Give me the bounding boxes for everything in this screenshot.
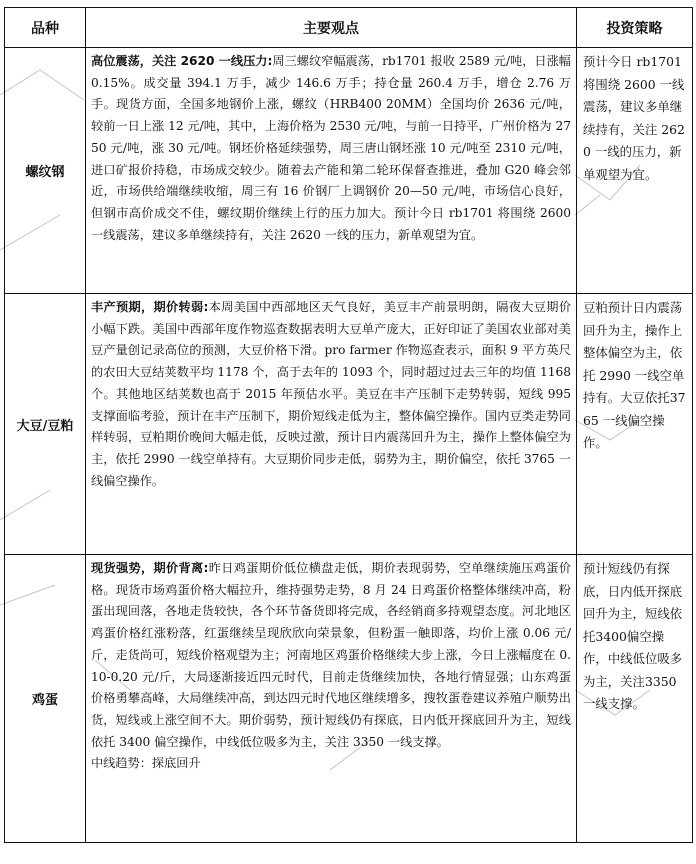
research-table [4,7,693,843]
strategy-cell: 预计今日 rb1701 将围绕 2600 一线震荡，建议多单继续持有，关注 2620 一线的压力，新单观望为宜。 [577,48,693,294]
variety-cell: 鸡蛋 [5,555,86,843]
variety-cell: 螺纹钢 [5,48,86,294]
header-variety: 品种 [5,8,86,48]
strategy-cell: 预计短线仍有探底，日内低开探底回升为主，短线依托3400偏空操作，中线低位吸多为主，关注3350一线支撑。 [577,555,693,843]
table-row [5,294,693,555]
view-headline: 现货强势，期价背离: [91,561,209,575]
view-headline: 高位震荡，关注 2620 一线压力: [91,54,273,68]
main-view-cell [86,48,577,294]
table-row [5,48,693,294]
header-main-view: 主要观点 [86,8,577,48]
header-row [5,8,693,48]
view-headline: 丰产预期，期价转弱: [91,300,209,314]
view-body: 昨日鸡蛋期价低位横盘走低，期价表现弱势，空单继续施压鸡蛋价格。现货市场鸡蛋价格大幅拉升，维持强势走势，8 月 24 日鸡蛋价格整体继续冲高，粉蛋出现回落，各地走货较快，各个环节备货即将完成，各经销商多持观望态度。河北地区鸡蛋价格红涨粉落，红蛋继续呈现欣欣向荣景象，但粉蛋一触即落，均价上涨 0.06 元/斤，走货尚可，短线价格观望为主；河南地区鸡蛋价格继续大步上涨，今日上涨幅度在 0.10-0.20 元/斤，大局逐渐接近四元时代，目前走货继续加快，各地行情显强；山东鸡蛋价格勇攀高峰，大局继续冲高，到达四元时代地区继续增多，搜牧蛋卷建议养殖户顺势出货，短线或上涨空间不大。期价弱势，预计短线仍有探底，日内低开探底回升为主，短线依托 3400 偏空操作，中线低位吸多为主，关注 3350 一线支撑。 [91,561,572,749]
variety-cell: 大豆/豆粕 [5,294,86,555]
main-view-cell [86,294,577,555]
main-view-cell [86,555,577,843]
table-row [5,555,693,843]
strategy-cell: 豆粕预计日内震荡回升为主，操作上整体偏空为主，依托 2990 一线空单持有。大豆依托3765 一线偏空操作。 [577,294,693,555]
view-body: 周三螺纹窄幅震荡，rb1701 报收 2589 元/吨，日涨幅 0.15%。成交量 394.1 万手，减少 146.6 万手；持仓量 260.4 万手，增仓 2.76 万手。现货方面，全国多地钢价上涨，螺纹（HRB400 20MM）全国均价 2636 元/吨，较前一日上涨 12 元/吨，其中，上海价格为 2530 元/吨，与前一日持平，广州价格为 2750 元/吨，涨 30 元/吨。钢坯价格延续强势，周三唐山钢坯涨 10 元/吨至 2310 元/吨，进口矿报价持稳，市场成交较少。随着去产能和第二轮环保督查推进，叠加 G20 峰会邻近，市场供给端继续收缩，周三有 16 价钢厂上调钢价 20—50 元/吨，市场信心良好，但钢市高价成交不佳，螺纹期价继续上行的压力加大。预计今日 rb1701 将围绕 2600 一线震荡，建议多单继续持有，关注 2620 一线的压力，新单观望为宜。 [91,54,571,242]
header-strategy: 投资策略 [577,8,693,48]
view-body: 本周美国中西部地区天气良好，美豆丰产前景明朗，隔夜大豆期价小幅下跌。美国中西部年度作物巡查数据表明大豆单产庞大，正好印证了美国农业部对美豆产量创记录高位的预测，大豆价格下滑。pro farmer 作物巡查表示，面积 9 平方英尺的农田大豆结荚数平均 1178 个，高于去年的 1093 个，同时超过过去三年的均值 1168 个。其他地区结荚数也高于 2015 年预估水平。美豆在丰产压制下走势转弱，短线 995 支撑面临考验，预计在丰产压制下，期价短线走低为主，整体偏空操作。国内豆类走势同样转弱，豆粕期价晚间大幅走低，反映过激，预计日内震荡回升为主，操作上整体偏空为主，依托 2990 一线空单持有。大豆期价同步走低，弱势为主，期价偏空，依托 3765 一线偏空操作。 [91,300,572,488]
mid-term-trend: 中线趋势：探底回升 [91,756,201,771]
